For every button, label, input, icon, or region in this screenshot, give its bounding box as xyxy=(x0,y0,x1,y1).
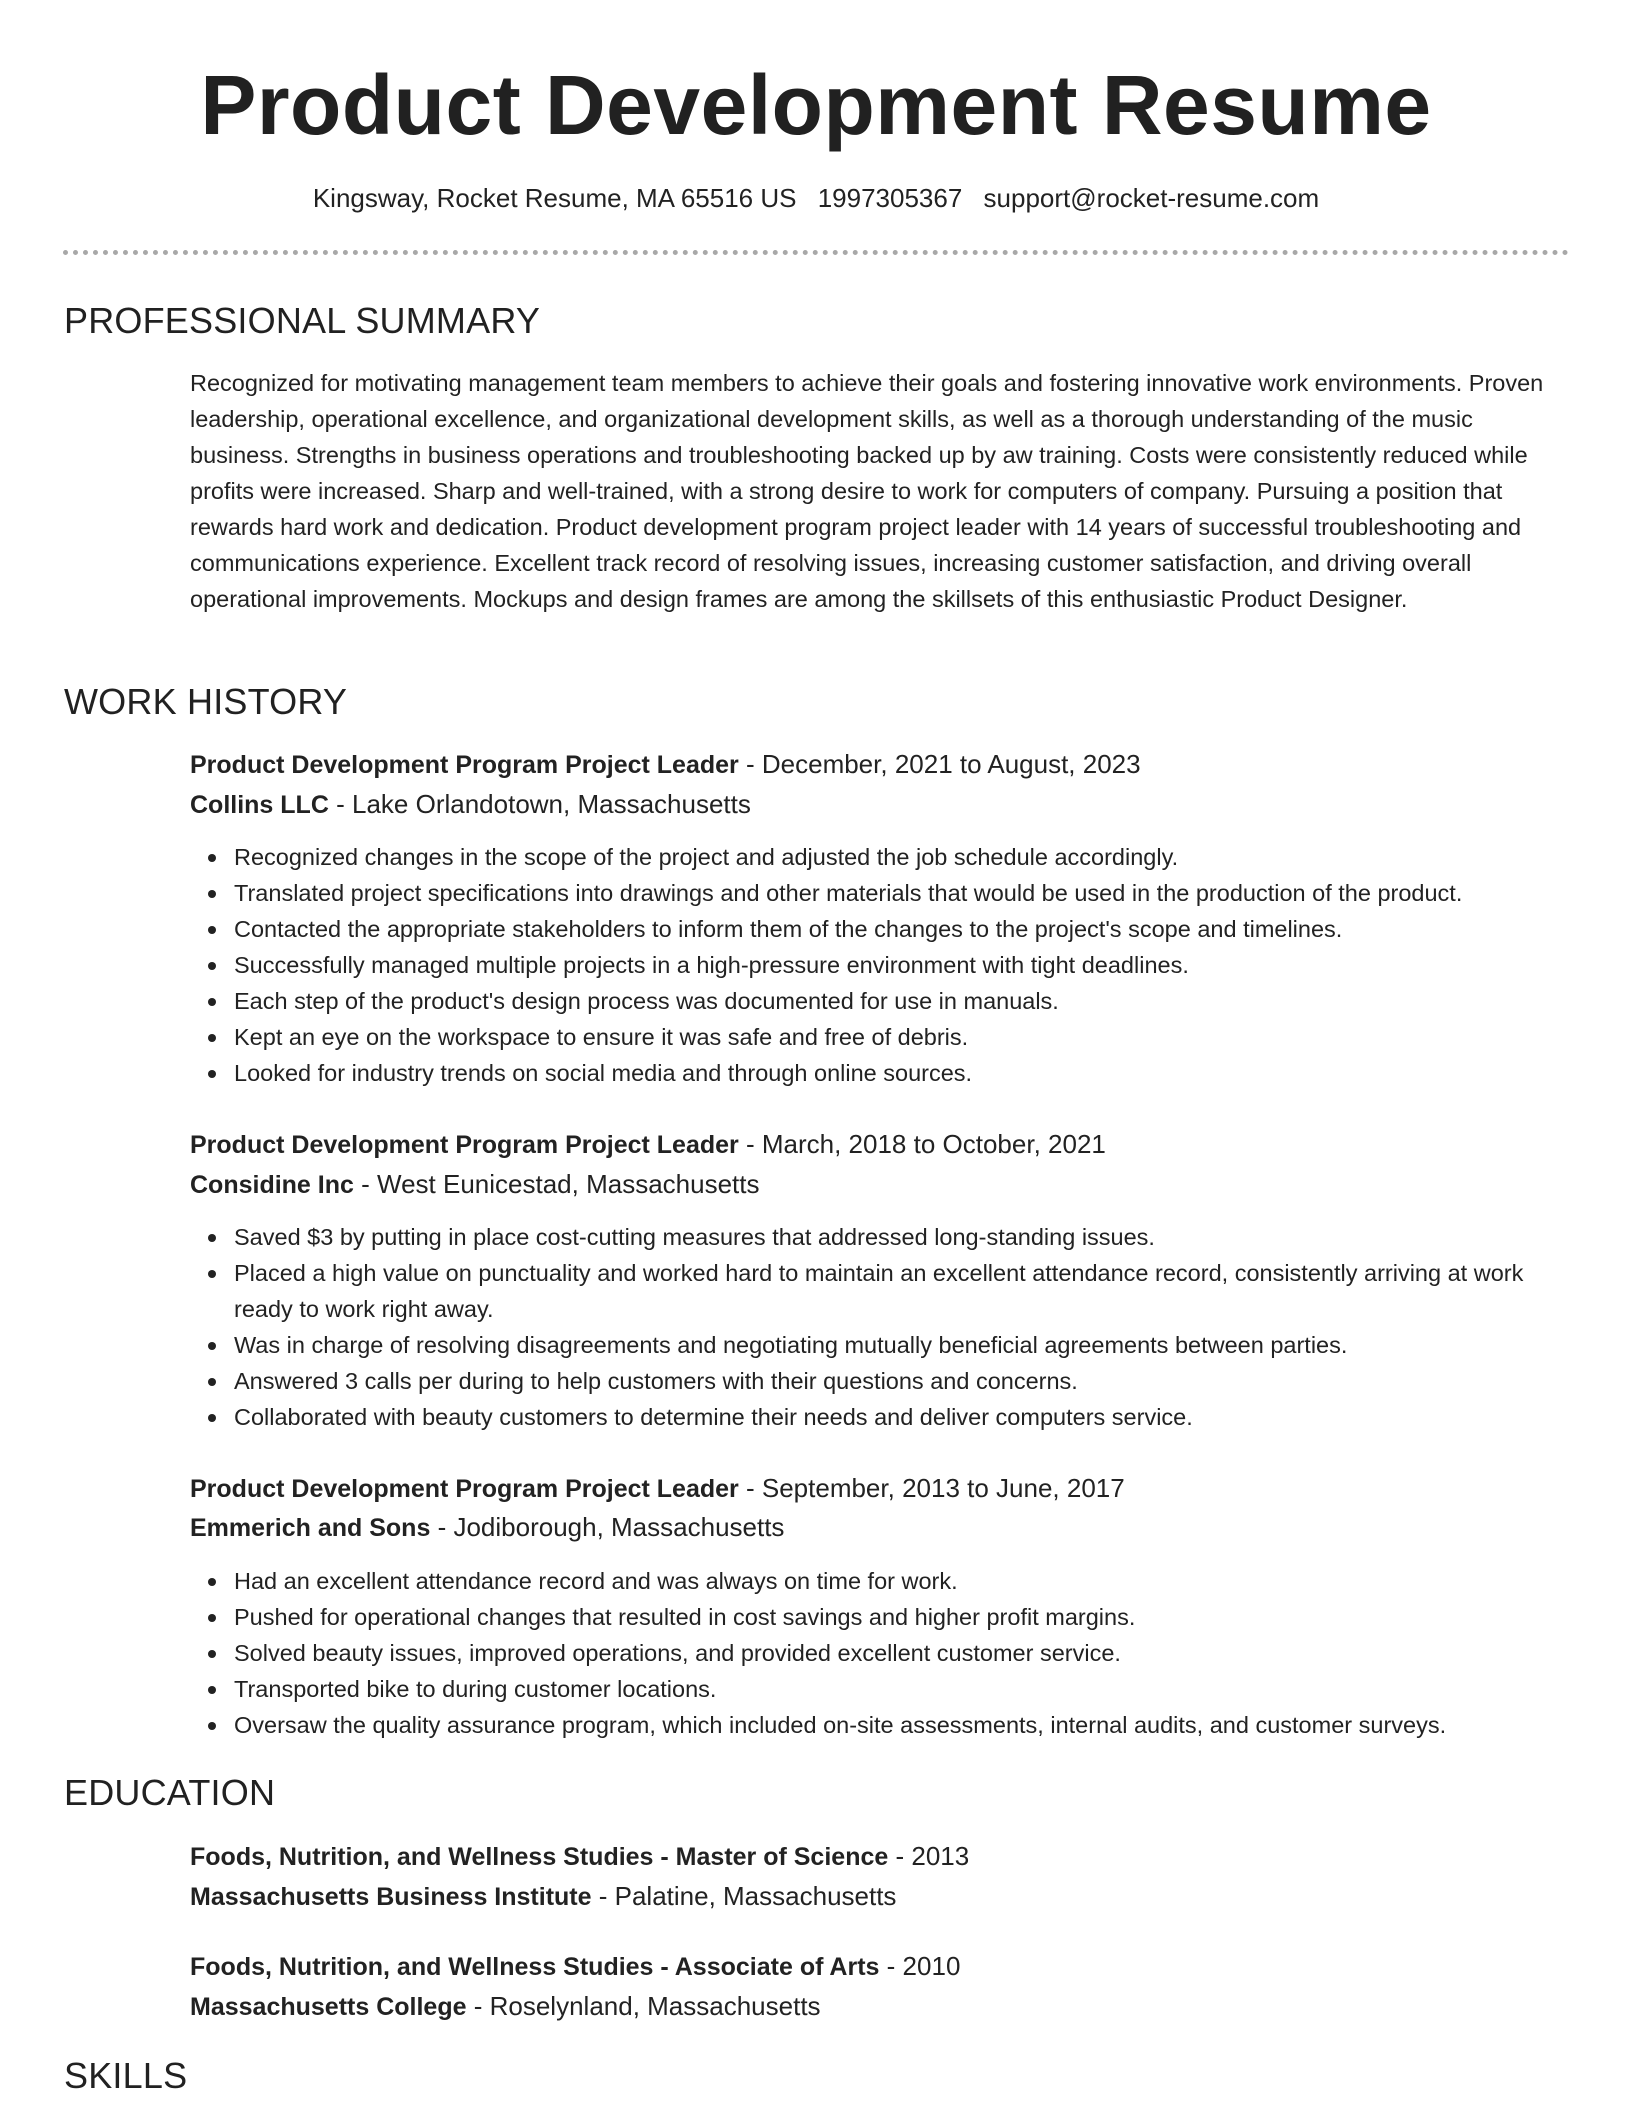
list-item: Kept an eye on the workspace to ensure it was safe and free of debris. xyxy=(234,1019,1570,1055)
education-degree-line xyxy=(190,1948,1570,1985)
job-company: Collins LLC xyxy=(190,791,329,819)
job-bullet-list xyxy=(190,1219,1570,1435)
contact-email: support@rocket-resume.com xyxy=(983,183,1320,213)
job-company: Considine Inc xyxy=(190,1171,354,1199)
education-school-line xyxy=(190,1988,1570,2025)
job-location: - Jodiborough, Massachusetts xyxy=(430,1512,785,1542)
job-title-line xyxy=(190,1126,1570,1163)
education-degree-line xyxy=(190,1838,1570,1875)
list-item: Each step of the product's design process was documented for use in manuals. xyxy=(234,983,1570,1019)
education-school-line xyxy=(190,1878,1570,1915)
list-item: Successfully managed multiple projects in a high-pressure environment with tight deadlines. xyxy=(234,947,1570,983)
education-year: - 2010 xyxy=(879,1951,961,1981)
list-item: Placed a high value on punctuality and worked hard to maintain an excellent attendance record, consistently arriving at work ready to work right away. xyxy=(234,1255,1570,1327)
list-item: Contacted the appropriate stakeholders to inform them of the changes to the project's scope and timelines. xyxy=(234,911,1570,947)
education-school: Massachusetts Business Institute xyxy=(190,1883,592,1911)
job-company-line xyxy=(190,1509,1570,1546)
section-title-summary: PROFESSIONAL SUMMARY xyxy=(64,300,541,341)
job-bullet-list xyxy=(190,1563,1570,1743)
list-item: Solved beauty issues, improved operations, and provided excellent customer service. xyxy=(234,1635,1570,1671)
list-item: Pushed for operational changes that resulted in cost savings and higher profit margins. xyxy=(234,1599,1570,1635)
job-company: Emmerich and Sons xyxy=(190,1514,431,1542)
job-dates: - March, 2018 to October, 2021 xyxy=(738,1129,1106,1159)
summary-text: Recognized for motivating management team members to achieve their goals and fostering innovative work environments. Proven leadership, operational excellence, and organizational development skills, as well as a thorough understanding of the music business. Strengths in business operations and troubleshooting backed up by aw training. Costs were consistently reduced while profits were increased. Sharp and well-trained, with a strong desire to work for computers of company. Pursuing a position that rewards hard work and dedication. Product development program project leader with 14 years of successful troubleshooting and communications experience. Excellent track record of resolving issues, increasing customer satisfaction, and driving overall operational improvements. Mockups and design frames are among the skillsets of this enthusiastic Product Designer. xyxy=(190,370,1544,612)
resume-title: Product Development Resume xyxy=(200,58,1432,152)
section-title-work-history: WORK HISTORY xyxy=(64,681,348,722)
job-location: - West Eunicestad, Massachusetts xyxy=(353,1169,760,1199)
job-company-line xyxy=(190,786,1570,823)
job-company-line xyxy=(190,1166,1570,1203)
list-item: Oversaw the quality assurance program, which included on-site assessments, internal audits, and customer surveys. xyxy=(234,1707,1570,1743)
job-role: Product Development Program Project Leader xyxy=(190,751,739,779)
list-item: Answered 3 calls per during to help customers with their questions and concerns. xyxy=(234,1363,1570,1399)
education-year: - 2013 xyxy=(888,1841,970,1871)
list-item: Recognized changes in the scope of the project and adjusted the job schedule accordingly. xyxy=(234,839,1570,875)
list-item: Translated project specifications into drawings and other materials that would be used in the production of the product. xyxy=(234,875,1570,911)
contact-line xyxy=(0,181,1632,215)
job-title-line xyxy=(190,1470,1570,1507)
job-bullet-list xyxy=(190,839,1570,1091)
section-title-education: EDUCATION xyxy=(64,1772,276,1813)
header-divider xyxy=(63,250,1569,255)
job-dates: - September, 2013 to June, 2017 xyxy=(738,1473,1125,1503)
education-school: Massachusetts College xyxy=(190,1993,467,2021)
contact-phone: 1997305367 xyxy=(817,183,963,213)
list-item: Transported bike to during customer locations. xyxy=(234,1671,1570,1707)
list-item: Collaborated with beauty customers to determine their needs and deliver computers service. xyxy=(234,1399,1570,1435)
section-title-skills: SKILLS xyxy=(64,2055,188,2096)
list-item: Saved $3 by putting in place cost-cutting measures that addressed long-standing issues. xyxy=(234,1219,1570,1255)
list-item: Was in charge of resolving disagreements and negotiating mutually beneficial agreements between parties. xyxy=(234,1327,1570,1363)
job-role: Product Development Program Project Leader xyxy=(190,1475,739,1503)
job-dates: - December, 2021 to August, 2023 xyxy=(738,749,1141,779)
contact-address: Kingsway, Rocket Resume, MA 65516 US xyxy=(312,183,797,213)
job-title-line xyxy=(190,746,1570,783)
list-item: Looked for industry trends on social media and through online sources. xyxy=(234,1055,1570,1091)
job-location: - Lake Orlandotown, Massachusetts xyxy=(328,789,751,819)
list-item: Had an excellent attendance record and was always on time for work. xyxy=(234,1563,1570,1599)
education-location: - Roselynland, Massachusetts xyxy=(466,1991,821,2021)
education-location: - Palatine, Massachusetts xyxy=(591,1881,897,1911)
job-role: Product Development Program Project Leader xyxy=(190,1131,739,1159)
education-degree: Foods, Nutrition, and Wellness Studies - Associate of Arts xyxy=(190,1953,880,1981)
education-degree: Foods, Nutrition, and Wellness Studies - Master of Science xyxy=(190,1843,889,1871)
